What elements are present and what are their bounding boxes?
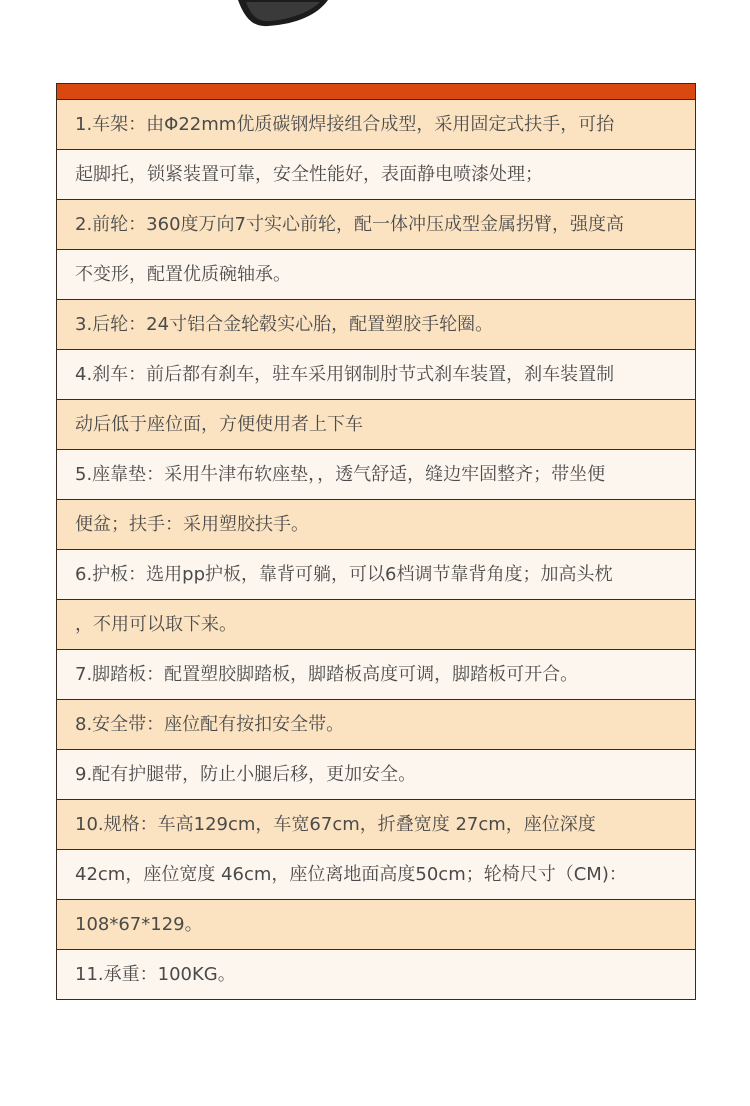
spec-row: 1.车架：由Φ22mm优质碳钢焊接组合成型，采用固定式扶手，可抬 xyxy=(57,100,695,150)
spec-row: 动后低于座位面，方便使用者上下车 xyxy=(57,400,695,450)
spec-row: ，不用可以取下来。 xyxy=(57,600,695,650)
spec-row: 便盆；扶手：采用塑胶扶手。 xyxy=(57,500,695,550)
spec-row: 108*67*129。 xyxy=(57,900,695,950)
wheelchair-wheel-fragment-icon xyxy=(228,0,338,30)
spec-row: 11.承重：100KG。 xyxy=(57,950,695,999)
spec-row: 8.安全带：座位配有按扣安全带。 xyxy=(57,700,695,750)
spec-row: 不变形，配置优质碗轴承。 xyxy=(57,250,695,300)
spec-row: 10.规格：车高129cm，车宽67cm，折叠宽度 27cm，座位深度 xyxy=(57,800,695,850)
spec-row: 3.后轮：24寸铝合金轮毂实心胎，配置塑胶手轮圈。 xyxy=(57,300,695,350)
spec-row: 7.脚踏板：配置塑胶脚踏板，脚踏板高度可调，脚踏板可开合。 xyxy=(57,650,695,700)
spec-table xyxy=(56,83,696,1000)
spec-row: 42cm，座位宽度 46cm，座位离地面高度50cm；轮椅尺寸（CM)： xyxy=(57,850,695,900)
spec-row: 5.座靠垫：采用牛津布软座垫，，透气舒适，缝边牢固整齐；带坐便 xyxy=(57,450,695,500)
spec-row: 9.配有护腿带，防止小腿后移，更加安全。 xyxy=(57,750,695,800)
spec-row: 6.护板：选用pp护板，靠背可躺，可以6档调节靠背角度；加高头枕 xyxy=(57,550,695,600)
spec-row: 4.刹车：前后都有刹车，驻车采用钢制肘节式刹车装置，刹车装置制 xyxy=(57,350,695,400)
spec-header-bar xyxy=(57,84,695,100)
spec-row: 2.前轮：360度万向7寸实心前轮，配一体冲压成型金属拐臂，强度高 xyxy=(57,200,695,250)
spec-row: 起脚托，锁紧装置可靠，安全性能好，表面静电喷漆处理； xyxy=(57,150,695,200)
